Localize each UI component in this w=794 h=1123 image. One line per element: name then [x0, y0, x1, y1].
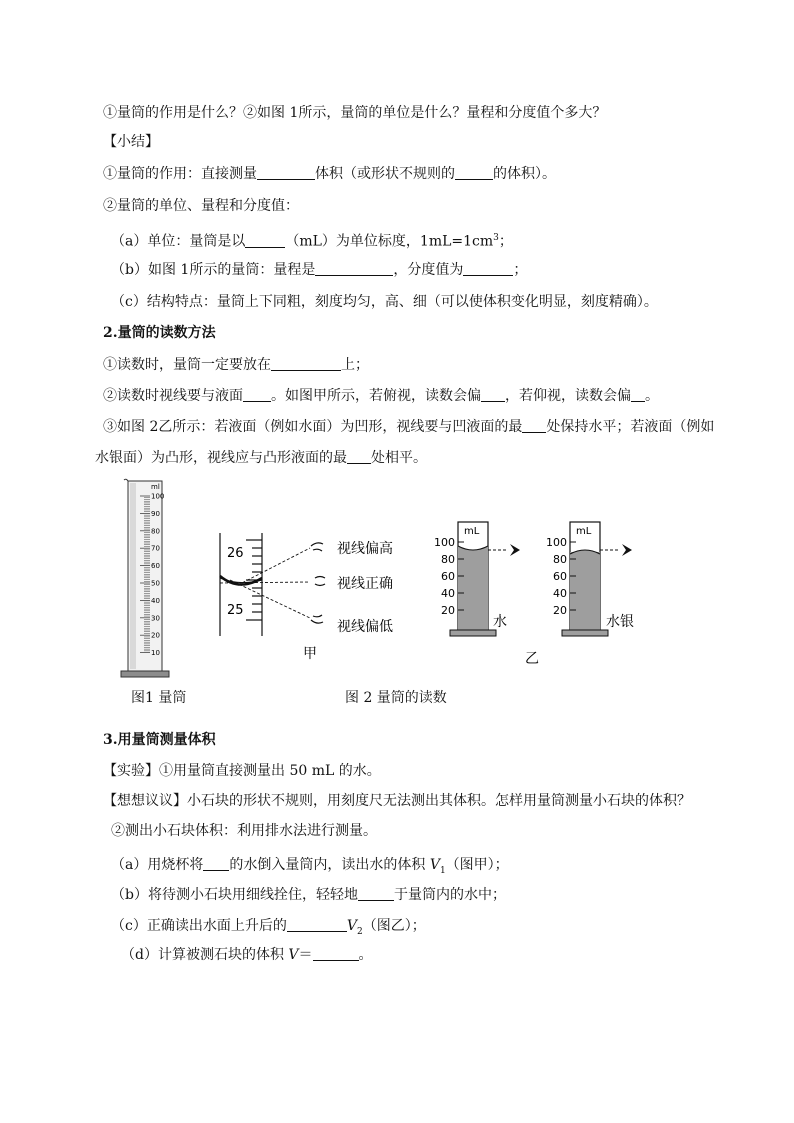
label-view-low: 视线偏低 — [337, 619, 393, 635]
symbol: V — [288, 947, 299, 963]
tick-label: 30 — [151, 614, 160, 623]
text: ，分度值为 — [393, 262, 464, 278]
text: ③如图 2乙所示：若液面（例如水面）为凹形，视线要与凹液面的最 — [103, 419, 523, 435]
subscript: 2 — [356, 926, 363, 937]
tick-label: 100 — [151, 492, 165, 501]
blank — [463, 261, 513, 276]
text: （mL）为单位标度，1mL=1cm — [285, 233, 494, 250]
question-1: ①量筒的作用是什么？②如图 1所示，量筒的单位是什么？量程和分度值个多大？ — [103, 105, 607, 121]
tick-label: 80 — [553, 553, 567, 566]
text: ①量筒的作用：直接测量 — [103, 166, 257, 182]
text: 的水倒入量筒内，读出水的体积 — [229, 857, 430, 873]
symbol: V — [346, 918, 357, 934]
summary-1 — [103, 165, 556, 183]
step-a — [111, 856, 509, 880]
superscript: 3 — [493, 233, 499, 243]
blank — [631, 387, 645, 402]
unit-label: mL — [576, 526, 592, 537]
blank — [358, 886, 394, 901]
text: ，若仰视，读数会偏 — [505, 388, 631, 404]
figure-2-caption: 图 2 量筒的读数 — [345, 690, 447, 706]
method-intro: ②测出小石块体积：利用排水法进行测量。 — [111, 823, 377, 839]
text: ＝ — [298, 947, 313, 963]
label-view-correct: 视线正确 — [337, 576, 393, 592]
text: 。 — [358, 947, 373, 963]
heading-2: 2.量筒的读数方法 — [103, 325, 216, 341]
blank — [271, 356, 341, 371]
eye-icon — [510, 544, 520, 556]
step-b — [111, 886, 506, 904]
text: （图乙）； — [362, 918, 426, 934]
tick-label: 20 — [151, 631, 160, 640]
text: （d）计算被测石块的体积 — [121, 947, 289, 963]
blank — [455, 165, 493, 180]
text: 处相平。 — [371, 450, 427, 466]
tick-label: 100 — [434, 536, 455, 549]
summary-title: 【小结】 — [103, 134, 159, 150]
figure-1-caption: 图1 量筒 — [131, 690, 187, 706]
scale-bottom-number: 25 — [227, 603, 244, 618]
eye-icon — [311, 543, 323, 551]
tick-label: 100 — [546, 536, 567, 549]
tick-label: 80 — [441, 553, 455, 566]
experiment-1: 【实验】①用量筒直接测量出 50 mL 的水。 — [103, 763, 381, 779]
text: 水银面）为凸形，视线应与凸形液面的最 — [95, 450, 347, 466]
summary-2a — [111, 229, 513, 251]
text: （a）用烧杯将 — [111, 857, 204, 873]
reading-2 — [103, 387, 659, 405]
step-d — [121, 946, 373, 964]
text: （b）将待测小石块用细线拴住，轻轻地 — [111, 887, 358, 903]
text: ； — [513, 262, 528, 278]
blank — [257, 165, 315, 180]
tick-label: 20 — [553, 604, 567, 617]
tick-label: 70 — [151, 544, 160, 553]
text: 。如图甲所示，若俯视，读数会偏 — [271, 388, 481, 404]
figure-2-jia — [205, 528, 415, 663]
label-yi: 乙 — [525, 651, 539, 667]
blank — [243, 387, 271, 402]
blank — [481, 387, 505, 402]
text: ①读数时，量筒一定要放在 — [103, 357, 271, 373]
text: 上； — [341, 357, 369, 373]
blank — [522, 418, 546, 433]
text: ； — [498, 233, 513, 250]
tick-label: 40 — [151, 596, 160, 605]
blank — [245, 233, 285, 248]
reading-3-cont — [95, 449, 427, 467]
tick-label: 40 — [553, 587, 567, 600]
heading-3: 3.用量筒测量体积 — [103, 732, 216, 748]
blank — [347, 449, 371, 464]
discussion: 【想想议议】小石块的形状不规则，用刻度尺无法测出其体积。怎样用量筒测量小石块的体积？ — [103, 793, 691, 809]
reading-3 — [103, 418, 714, 436]
text: （a）单位：量筒是以 — [111, 233, 246, 250]
tick-label: 10 — [151, 649, 160, 658]
reading-1 — [103, 356, 369, 374]
text: ②读数时视线要与液面 — [103, 388, 243, 404]
tick-label: 90 — [151, 509, 160, 518]
blank — [203, 856, 229, 871]
text: 处保持水平；若液面（例如 — [546, 419, 715, 435]
step-c — [111, 917, 426, 941]
eye-icon — [622, 544, 632, 556]
text: 的体积）。 — [493, 166, 556, 182]
tick-label: 60 — [553, 570, 567, 583]
text: （图甲）； — [445, 857, 509, 873]
subscript: 1 — [439, 865, 446, 876]
eye-icon — [315, 577, 325, 586]
eye-icon — [311, 615, 323, 623]
label-view-high: 视线偏高 — [337, 541, 393, 557]
blank — [315, 261, 393, 276]
tick-label: 20 — [441, 604, 455, 617]
summary-2: ②量筒的单位、量程和分度值： — [103, 198, 299, 214]
tick-label: 50 — [151, 579, 160, 588]
text: 体积（或形状不规则的 — [315, 166, 455, 182]
text: 于量筒内的水中； — [393, 887, 506, 903]
unit-label: mL — [464, 526, 480, 537]
figure-2-yi — [434, 520, 650, 670]
scale-top-number: 26 — [227, 546, 244, 561]
tick-label: 40 — [441, 587, 455, 600]
text: （b）如图 1所示的量筒：量程是 — [111, 262, 316, 278]
text: （c）正确读出水面上升后的 — [111, 918, 287, 934]
unit-label: ml — [151, 483, 160, 491]
label-water: 水 — [493, 614, 507, 630]
label-jia: 甲 — [303, 646, 317, 662]
blank — [287, 917, 347, 932]
summary-2c: （c）结构特点：量筒上下同粗，刻度均匀，高、细（可以使体积变化明显，刻度精确）。 — [111, 294, 658, 310]
symbol: V — [429, 857, 440, 873]
blank — [313, 946, 359, 961]
figure-1-graduated-cylinder — [118, 476, 178, 684]
summary-2b — [111, 261, 527, 279]
tick-label: 80 — [151, 527, 160, 536]
tick-label: 60 — [151, 562, 160, 571]
text: 。 — [645, 388, 659, 404]
label-mercury: 水银 — [606, 614, 634, 630]
tick-label: 60 — [441, 570, 455, 583]
